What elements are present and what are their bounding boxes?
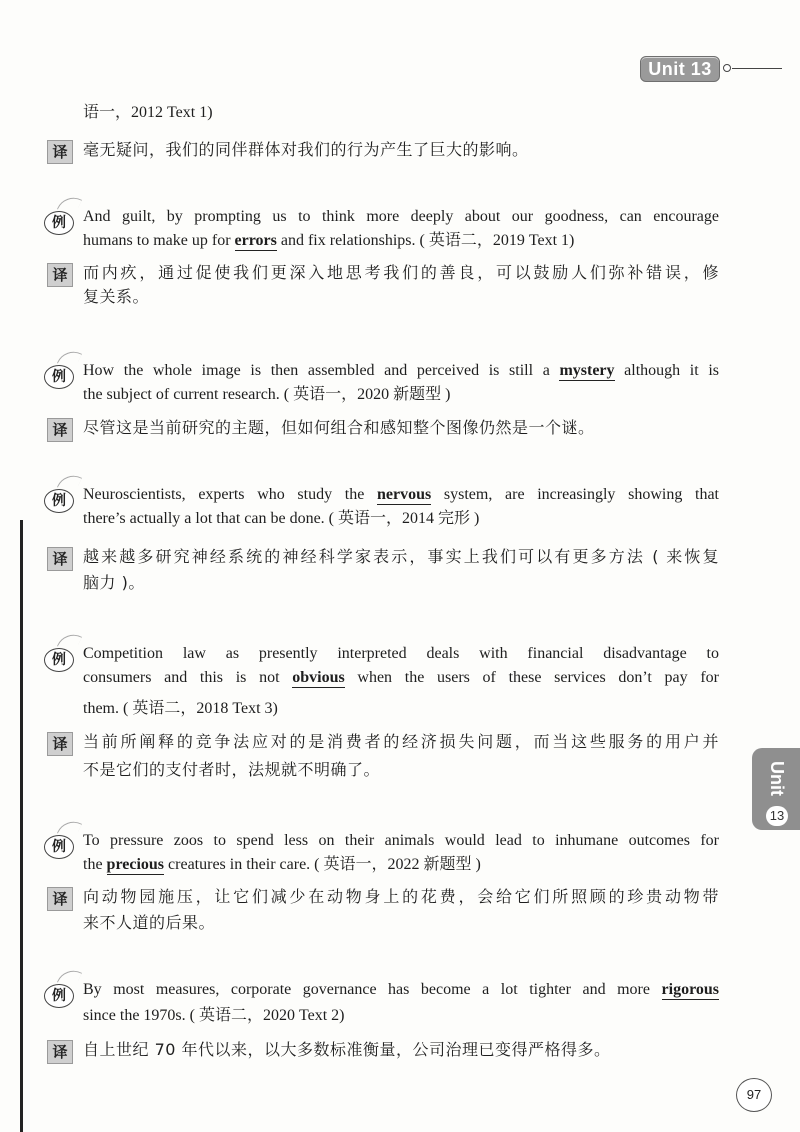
side-tab-number: 13 (766, 806, 788, 826)
keyword: nervous (377, 486, 432, 503)
example-sentence-line (83, 229, 719, 253)
translation-icon: 译 (47, 418, 73, 442)
example-sentence-line (83, 507, 719, 531)
sentence-text: 语一，2012 Text 1) (83, 104, 213, 121)
keyword: rigorous (661, 981, 719, 998)
example-sentence-line (83, 829, 719, 853)
translation-line: 当前所阐释的竞争法应对的是消费者的经济损失问题，而当这些服务的用户并 (83, 732, 719, 751)
translation-icon: 译 (47, 732, 73, 756)
translation-line: 复关系。 (83, 287, 150, 306)
translation-icon: 译 (47, 887, 73, 911)
example-sentence-line (83, 205, 719, 229)
page-number: 97 (736, 1078, 772, 1112)
sentence-text: since the 1970s. ( 英语二，2020 Text 2) (83, 1007, 345, 1024)
sentence-text: Competition law as presently interpreted deals with financial disadvantage to (83, 645, 719, 662)
example-icon: 例 (44, 207, 74, 233)
sentence-text: system, are increasingly showing that (431, 486, 720, 503)
translation-icon: 译 (47, 263, 73, 287)
sentence-text: there’s actually a lot that can be done. ( 英语一，2014 完形 ) (83, 510, 480, 527)
translation-line: 尽管这是当前研究的主题，但如何组合和感知整个图像仍然是一个谜。 (83, 418, 595, 437)
sentence-text: when the users of these services don’t pay for (344, 669, 720, 686)
keyword: mystery (559, 362, 615, 379)
translation-icon: 译 (47, 547, 73, 571)
translation-line: 向动物园施压，让它们减少在动物身上的花费，会给它们所照顾的珍贵动物带 (83, 887, 719, 906)
example-sentence-line (83, 483, 719, 507)
example-icon: 例 (44, 831, 74, 857)
sentence-text: the (83, 856, 107, 873)
sentence-text: the subject of current research. ( 英语一，2020 新题型 ) (83, 386, 451, 403)
sentence-text: them. ( 英语二，2018 Text 3) (83, 700, 278, 717)
sentence-text: By most measures, corporate governance has become a lot tighter and more (83, 981, 662, 998)
example-sentence-line (83, 359, 719, 383)
translation-line: 自上世纪 70 年代以来，以大多数标准衡量，公司治理已变得严格得多。 (83, 1040, 611, 1059)
translation-line: 而内疚，通过促使我们更深入地思考我们的善良，可以鼓励人们弥补错误，修 (83, 263, 719, 282)
example-icon: 例 (44, 644, 74, 670)
example-sentence-line (83, 101, 719, 125)
translation-line: 越来越多研究神经系统的神经科学家表示，事实上我们可以有更多方法 ( 来恢复 (83, 547, 719, 566)
example-icon: 例 (44, 361, 74, 387)
translation-line: 不是它们的支付者时，法规就不明确了。 (83, 760, 381, 779)
sentence-text: although it is (614, 362, 719, 379)
badge-connector-line (732, 68, 782, 69)
sentence-text: To pressure zoos to spend less on their animals would lead to inhumane outcomes for (83, 832, 719, 849)
example-sentence-line (83, 666, 719, 690)
example-sentence-line (83, 853, 719, 877)
translation-icon: 译 (47, 1040, 73, 1064)
translation-icon: 译 (47, 140, 73, 164)
example-icon: 例 (44, 980, 74, 1006)
translation-line: 脑力 )。 (83, 573, 145, 592)
sentence-text: and fix relationships. ( 英语二，2019 Text 1) (276, 232, 575, 249)
translation-line: 毫无疑问，我们的同伴群体对我们的行为产生了巨大的影响。 (83, 140, 529, 159)
example-sentence-line (83, 383, 719, 407)
sentence-text: Neuroscientists, experts who study the (83, 486, 377, 503)
sentence-text: humans to make up for (83, 232, 235, 249)
badge-connector-dot (723, 64, 731, 72)
margin-rule (20, 520, 23, 1132)
side-tab-label: Unit (766, 760, 787, 796)
example-icon: 例 (44, 485, 74, 511)
sentence-text: How the whole image is then assembled and perceived is still a (83, 362, 560, 379)
keyword: precious (106, 856, 165, 873)
example-sentence-line (83, 697, 719, 721)
example-sentence-line (83, 1004, 719, 1028)
example-sentence-line (83, 978, 719, 1002)
sentence-text: creatures in their care. ( 英语一，2022 新题型 ) (164, 856, 481, 873)
translation-line: 来不人道的后果。 (83, 913, 216, 932)
keyword: errors (234, 232, 277, 249)
sentence-text: consumers and this is not (83, 669, 293, 686)
keyword: obvious (292, 669, 345, 686)
example-sentence-line (83, 642, 719, 666)
unit-badge: Unit 13 (640, 56, 720, 82)
sentence-text: And guilt, by prompting us to think more deeply about our goodness, can encourage (83, 208, 719, 225)
